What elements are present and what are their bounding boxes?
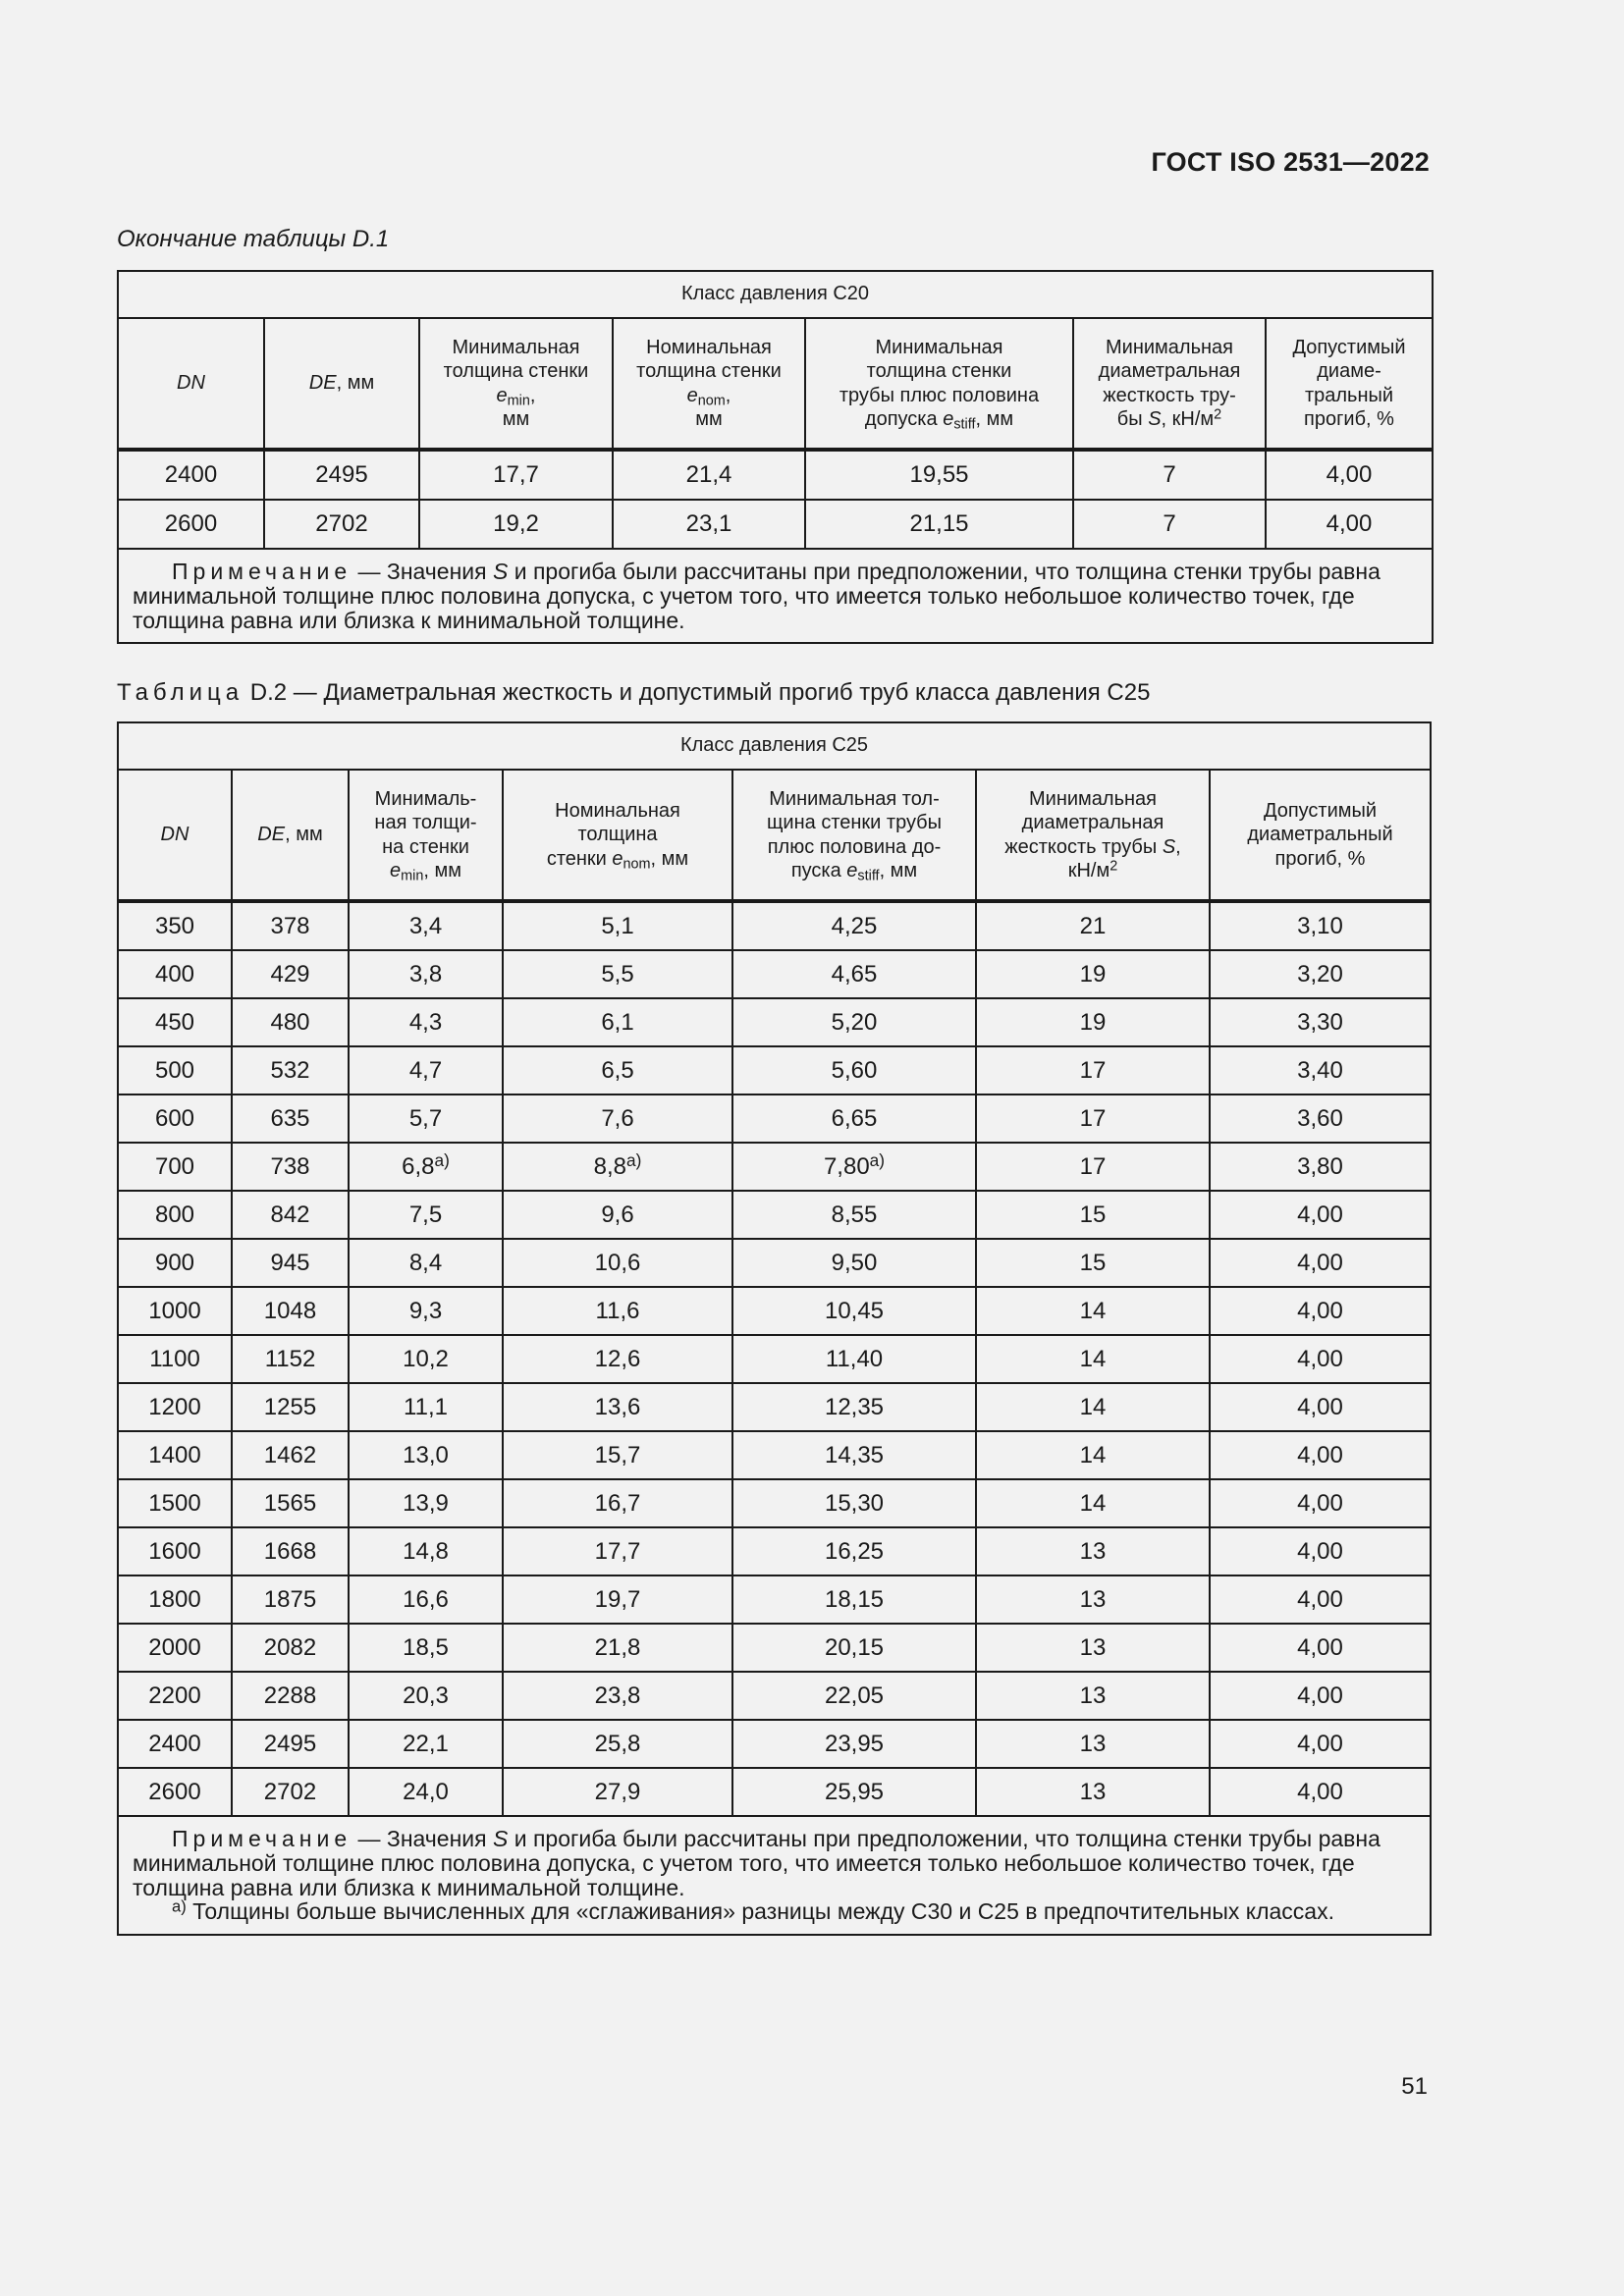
cell-s: 13: [976, 1624, 1210, 1672]
table-d2-caption: Таблица D.2 — Диаметральная жесткость и допустимый прогиб труб класса давления С25: [117, 679, 1151, 706]
header-emin: Минималь- ная толщи- на стенки $e_{min}$, мм: [349, 770, 503, 901]
cell-estiff: 12,35: [732, 1383, 976, 1431]
table-header-row: [118, 318, 1433, 450]
cell-dn: 600: [118, 1095, 232, 1143]
table-row: [118, 1287, 1431, 1335]
cell-dn: 1800: [118, 1575, 232, 1624]
header-deflection: Допустимый диаме- тральный прогиб, %: [1266, 318, 1433, 450]
table-row: [118, 950, 1431, 998]
cell-s: 13: [976, 1768, 1210, 1816]
cell-enom: 7,6: [503, 1095, 732, 1143]
cell-enom: 6,1: [503, 998, 732, 1046]
cell-s: 19: [976, 950, 1210, 998]
pressure-class-row: [118, 722, 1431, 770]
cell-estiff: 4,65: [732, 950, 976, 998]
cell-def: 3,20: [1210, 950, 1431, 998]
cell-de: 945: [232, 1239, 349, 1287]
cell-enom: 16,7: [503, 1479, 732, 1527]
cell-def: 4,00: [1210, 1624, 1431, 1672]
pressure-class-label: Класс давления С20: [118, 271, 1433, 318]
cell-dn: 2400: [118, 450, 264, 500]
note-row: [118, 549, 1433, 643]
cell-s: 13: [976, 1575, 1210, 1624]
cell-enom: 23,1: [613, 500, 805, 549]
cell-emin: 13,0: [349, 1431, 503, 1479]
footnote-mark: a): [626, 1149, 642, 1170]
table-d2-body: [118, 901, 1431, 1816]
cell-dn: 2600: [118, 500, 264, 549]
cell-estiff: 4,25: [732, 901, 976, 950]
cell-def: 4,00: [1210, 1239, 1431, 1287]
cell-def: 4,00: [1210, 1335, 1431, 1383]
pressure-class-label: Класс давления С25: [118, 722, 1431, 770]
cell-de: 2495: [232, 1720, 349, 1768]
pressure-class-row: [118, 271, 1433, 318]
cell-dn: 450: [118, 998, 232, 1046]
cell-def: 4,00: [1266, 450, 1433, 500]
table-row: [118, 500, 1433, 549]
cell-de: 1152: [232, 1335, 349, 1383]
table-row: [118, 1624, 1431, 1672]
cell-s: 19: [976, 998, 1210, 1046]
cell-dn: 2400: [118, 1720, 232, 1768]
cell-dn: 1200: [118, 1383, 232, 1431]
header-stiffness: Минимальная диаметральная жесткость трубы S, $кН/м^2$: [976, 770, 1210, 901]
table-header-row: [118, 770, 1431, 901]
cell-dn: 500: [118, 1046, 232, 1095]
cell-enom: 10,6: [503, 1239, 732, 1287]
cell-dn: 700: [118, 1143, 232, 1191]
cell-def: 4,00: [1210, 1575, 1431, 1624]
cell-estiff: 8,55: [732, 1191, 976, 1239]
header-de: DE, мм: [264, 318, 419, 450]
cell-def: 4,00: [1210, 1720, 1431, 1768]
table-footnote: $^{a)}$ Толщины больше вычисленных для «сглаживания» разницы между С30 и С25 в предпочтительных классах.: [172, 1897, 1334, 1925]
header-dn: DN: [118, 770, 232, 901]
table-row: [118, 1720, 1431, 1768]
cell-emin: 11,1: [349, 1383, 503, 1431]
header-de: DE, мм: [232, 770, 349, 901]
cell-emin: 17,7: [419, 450, 613, 500]
cell-de: 2082: [232, 1624, 349, 1672]
cell-estiff: 7,80$^{a)}$: [732, 1143, 976, 1191]
cell-dn: 2600: [118, 1768, 232, 1816]
cell-dn: 900: [118, 1239, 232, 1287]
table-note: Примечание — Значения S и прогиба были рассчитаны при предположении, что толщина стенки трубы равна минимальной толщине плюс половина допуска, с учетом того, что имеется только небольшое количество точек, где толщина равна или близка к минимальной толщине.: [118, 549, 1433, 643]
cell-de: 1462: [232, 1431, 349, 1479]
cell-def: 4,00: [1210, 1768, 1431, 1816]
footnote-mark: a): [869, 1149, 886, 1170]
cell-emin: 18,5: [349, 1624, 503, 1672]
table-row: [118, 450, 1433, 500]
cell-s: 13: [976, 1672, 1210, 1720]
cell-estiff: 6,65: [732, 1095, 976, 1143]
cell-s: 14: [976, 1287, 1210, 1335]
cell-estiff: 15,30: [732, 1479, 976, 1527]
table-row: [118, 901, 1431, 950]
cell-def: 4,00: [1210, 1191, 1431, 1239]
cell-enom: 15,7: [503, 1431, 732, 1479]
cell-s: 17: [976, 1143, 1210, 1191]
cell-estiff: 22,05: [732, 1672, 976, 1720]
table-row: [118, 1191, 1431, 1239]
cell-estiff: 21,15: [805, 500, 1073, 549]
table-note: Примечание — Значения S и прогиба были рассчитаны при предположении, что толщина стенки трубы равна минимальной толщине плюс половина допуска, с учетом того, что имеется только небольшое количество точек, где толщина равна или близка к минимальной толщине. $^{a)}$ Толщины больше вычисленных для «сглаживания» разницы между С30 и С25 в предпочтительных классах.: [118, 1816, 1431, 1935]
cell-s: 7: [1073, 450, 1266, 500]
cell-estiff: 5,20: [732, 998, 976, 1046]
cell-emin: 4,7: [349, 1046, 503, 1095]
table-d1-body: [118, 450, 1433, 549]
cell-emin: 3,4: [349, 901, 503, 950]
header-enom: Номинальная толщина стенки $e_{nom}$, мм: [503, 770, 732, 901]
cell-enom: 17,7: [503, 1527, 732, 1575]
cell-def: 4,00: [1210, 1287, 1431, 1335]
cell-dn: 800: [118, 1191, 232, 1239]
cell-dn: 1600: [118, 1527, 232, 1575]
cell-def: 3,30: [1210, 998, 1431, 1046]
cell-de: 1875: [232, 1575, 349, 1624]
cell-emin: 20,3: [349, 1672, 503, 1720]
cell-enom: 21,4: [613, 450, 805, 500]
table-row: [118, 1046, 1431, 1095]
cell-enom: 11,6: [503, 1287, 732, 1335]
header-estiff: Минимальная тол- щина стенки трубы плюс половина до- пуска $e_{stiff}$, мм: [732, 770, 976, 901]
cell-de: 2495: [264, 450, 419, 500]
cell-estiff: 18,15: [732, 1575, 976, 1624]
cell-de: 2702: [232, 1768, 349, 1816]
cell-def: 4,00: [1210, 1431, 1431, 1479]
cell-s: 7: [1073, 500, 1266, 549]
cell-estiff: 20,15: [732, 1624, 976, 1672]
table-row: [118, 1143, 1431, 1191]
cell-de: 1255: [232, 1383, 349, 1431]
table-row: [118, 1335, 1431, 1383]
cell-enom: 25,8: [503, 1720, 732, 1768]
note-row: [118, 1816, 1431, 1935]
cell-de: 378: [232, 901, 349, 950]
cell-enom: 23,8: [503, 1672, 732, 1720]
cell-dn: 350: [118, 901, 232, 950]
cell-s: 14: [976, 1479, 1210, 1527]
cell-enom: 21,8: [503, 1624, 732, 1672]
standard-code: ГОСТ ISO 2531—2022: [1151, 147, 1430, 177]
cell-estiff: 5,60: [732, 1046, 976, 1095]
cell-emin: 7,5: [349, 1191, 503, 1239]
cell-de: 635: [232, 1095, 349, 1143]
header-stiffness: Минимальная диаметральная жесткость тру- бы S, $кН/м^2$: [1073, 318, 1266, 450]
table-row: [118, 998, 1431, 1046]
table-row: [118, 1527, 1431, 1575]
cell-def: 4,00: [1210, 1383, 1431, 1431]
table-row: [118, 1383, 1431, 1431]
cell-dn: 2000: [118, 1624, 232, 1672]
cell-def: 3,80: [1210, 1143, 1431, 1191]
table-row: [118, 1575, 1431, 1624]
cell-def: 4,00: [1210, 1672, 1431, 1720]
cell-dn: 1500: [118, 1479, 232, 1527]
cell-estiff: 10,45: [732, 1287, 976, 1335]
cell-de: 532: [232, 1046, 349, 1095]
cell-dn: 1000: [118, 1287, 232, 1335]
cell-estiff: 19,55: [805, 450, 1073, 500]
cell-emin: 13,9: [349, 1479, 503, 1527]
cell-emin: 5,7: [349, 1095, 503, 1143]
cell-enom: 5,5: [503, 950, 732, 998]
cell-emin: 14,8: [349, 1527, 503, 1575]
cell-emin: 8,4: [349, 1239, 503, 1287]
cell-enom: 19,7: [503, 1575, 732, 1624]
cell-emin: 16,6: [349, 1575, 503, 1624]
cell-emin: 6,8$^{a)}$: [349, 1143, 503, 1191]
cell-def: 4,00: [1210, 1479, 1431, 1527]
cell-de: 2702: [264, 500, 419, 549]
cell-s: 13: [976, 1527, 1210, 1575]
cell-de: 1048: [232, 1287, 349, 1335]
cell-de: 480: [232, 998, 349, 1046]
table-continuation-title: Окончание таблицы D.1: [117, 226, 390, 252]
cell-estiff: 14,35: [732, 1431, 976, 1479]
header-estiff: Минимальная толщина стенки трубы плюс половина допуска $e_{stiff}$, мм: [805, 318, 1073, 450]
cell-def: 4,00: [1266, 500, 1433, 549]
cell-de: 429: [232, 950, 349, 998]
cell-def: 3,40: [1210, 1046, 1431, 1095]
table-row: [118, 1672, 1431, 1720]
cell-emin: 3,8: [349, 950, 503, 998]
cell-s: 17: [976, 1095, 1210, 1143]
cell-s: 13: [976, 1720, 1210, 1768]
cell-emin: 4,3: [349, 998, 503, 1046]
cell-enom: 5,1: [503, 901, 732, 950]
cell-def: 3,60: [1210, 1095, 1431, 1143]
cell-enom: 8,8$^{a)}$: [503, 1143, 732, 1191]
cell-de: 842: [232, 1191, 349, 1239]
table-row: [118, 1431, 1431, 1479]
cell-s: 14: [976, 1431, 1210, 1479]
cell-s: 17: [976, 1046, 1210, 1095]
cell-emin: 22,1: [349, 1720, 503, 1768]
cell-s: 15: [976, 1191, 1210, 1239]
table-d1-pressure-class-c20: [117, 270, 1434, 644]
page-number: 51: [1401, 2073, 1428, 2100]
cell-def: 4,00: [1210, 1527, 1431, 1575]
cell-estiff: 9,50: [732, 1239, 976, 1287]
cell-enom: 13,6: [503, 1383, 732, 1431]
table-row: [118, 1479, 1431, 1527]
cell-de: 1565: [232, 1479, 349, 1527]
cell-de: 2288: [232, 1672, 349, 1720]
table-row: [118, 1239, 1431, 1287]
cell-s: 21: [976, 901, 1210, 950]
cell-s: 14: [976, 1335, 1210, 1383]
cell-emin: 24,0: [349, 1768, 503, 1816]
cell-def: 3,10: [1210, 901, 1431, 950]
cell-emin: 10,2: [349, 1335, 503, 1383]
cell-s: 15: [976, 1239, 1210, 1287]
cell-estiff: 16,25: [732, 1527, 976, 1575]
cell-de: 738: [232, 1143, 349, 1191]
cell-enom: 6,5: [503, 1046, 732, 1095]
footnote-mark: a): [434, 1149, 450, 1170]
cell-s: 14: [976, 1383, 1210, 1431]
table-row: [118, 1768, 1431, 1816]
cell-emin: 19,2: [419, 500, 613, 549]
cell-de: 1668: [232, 1527, 349, 1575]
cell-enom: 27,9: [503, 1768, 732, 1816]
cell-estiff: 11,40: [732, 1335, 976, 1383]
cell-emin: 9,3: [349, 1287, 503, 1335]
cell-estiff: 23,95: [732, 1720, 976, 1768]
cell-dn: 400: [118, 950, 232, 998]
cell-enom: 12,6: [503, 1335, 732, 1383]
cell-dn: 2200: [118, 1672, 232, 1720]
header-deflection: Допустимый диаметральный прогиб, %: [1210, 770, 1431, 901]
table-row: [118, 1095, 1431, 1143]
header-emin: Минимальная толщина стенки $e_{min}$, мм: [419, 318, 613, 450]
header-dn: DN: [118, 318, 264, 450]
cell-dn: 1400: [118, 1431, 232, 1479]
table-d2-pressure-class-c25: [117, 721, 1432, 1936]
cell-enom: 9,6: [503, 1191, 732, 1239]
cell-estiff: 25,95: [732, 1768, 976, 1816]
header-enom: Номинальная толщина стенки $e_{nom}$, мм: [613, 318, 805, 450]
cell-dn: 1100: [118, 1335, 232, 1383]
